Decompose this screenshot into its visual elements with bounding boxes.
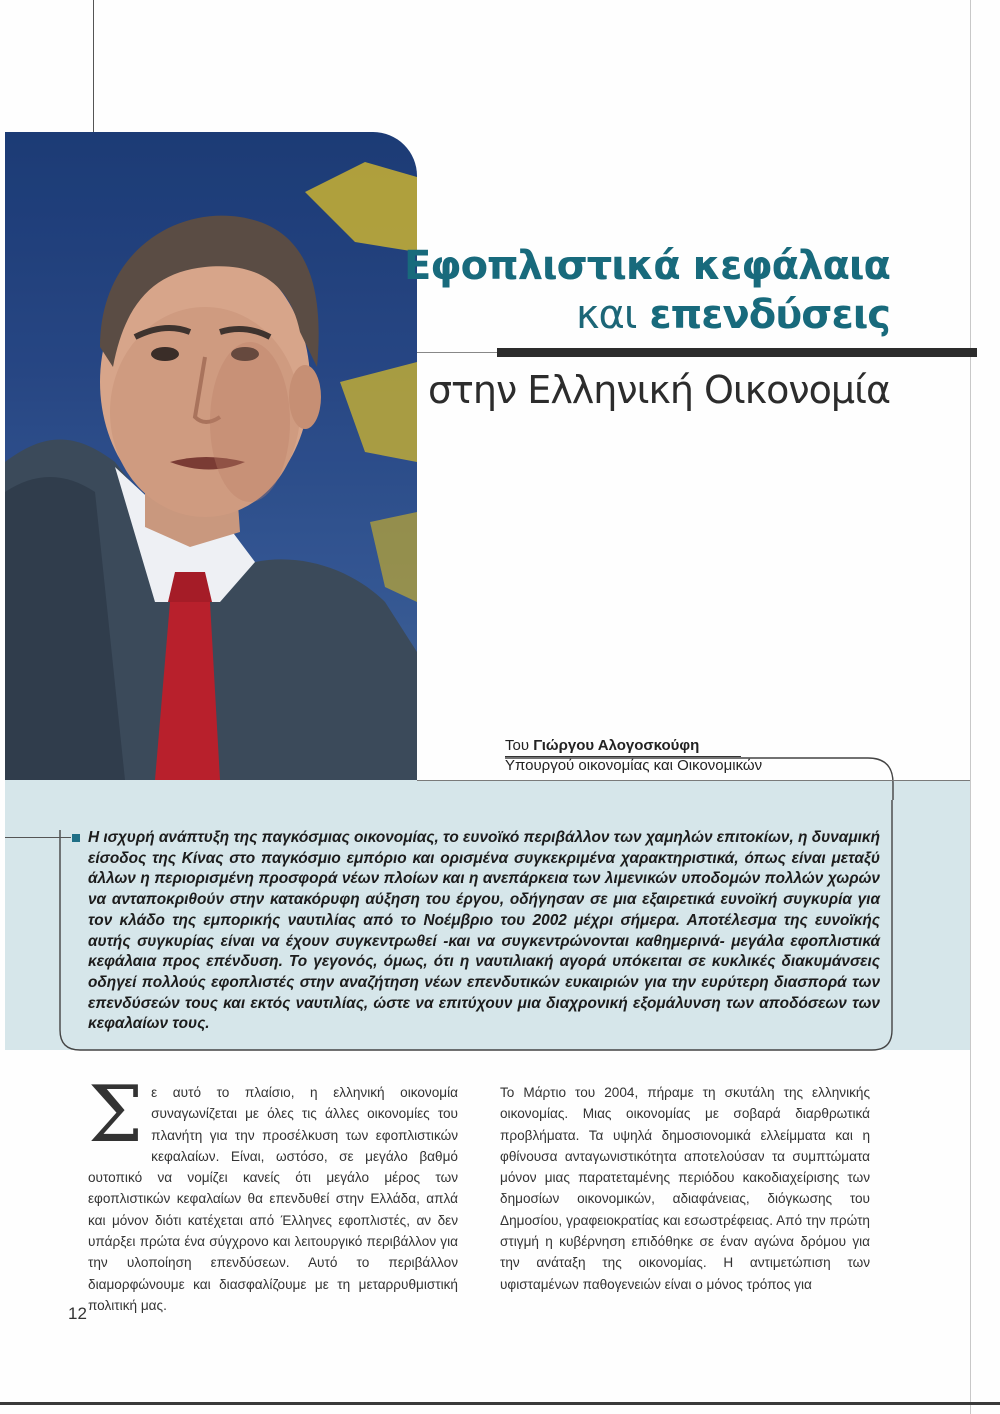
headline-prefix: και <box>575 292 637 338</box>
headline-subtitle: στην Ελληνική Οικονομία <box>427 368 890 412</box>
byline-role: Υπουργού οικονομίας και Οικονομικών <box>505 757 763 774</box>
byline-prefix: Του <box>505 737 530 754</box>
body-column-right: Το Μάρτιο του 2004, πήραμε τη σκυτάλη της ελληνικής οικονομίας. Μιας οικονομίας με σοβαρά διαρθρωτικά προβλήματα. Τα υψηλά δημοσιονομικά ελλείμματα και η φθίνουσα ανταγωνιστικότητα αποτελούσαν τα συμπτώματα μόνον μιας παρατεταμένης περιόδου κακοδιαχείρισης των δημοσίων οικονομικών, αδιαφάνειας, διόγκωσης του Δημοσίου, γραφειοκρατίας και εσωστρέφειας. Από την πρώτη στιγμή η κυβέρνηση επιδόθηκε σε έναν αγώνα δρόμου για την ανάταξη της οικονομίας. Η αντιμετώπιση των υφισταμένων παθογενειών είναι ο μόνος τρόπος για <box>500 1085 870 1292</box>
headline-line-2 <box>576 292 890 338</box>
headline-line-1: Εφοπλιστικά κεφάλαια <box>403 243 890 289</box>
margin-line-top-left <box>93 0 94 132</box>
page-number: 12 <box>68 1304 87 1323</box>
bottom-rule <box>0 1402 1000 1405</box>
drop-cap: Σ <box>88 1070 144 1160</box>
byline-author: Γιώργου Αλογοσκούφη <box>533 737 700 754</box>
intro-square-bullet <box>72 834 80 842</box>
intro-paragraph: Η ισχυρή ανάπτυξη της παγκόσμιας οικονομίας, το ευνοϊκό περιβάλλον των χαμηλών επιτοκίων, η δυναμική είσοδος της Κίνας στο παγκόσμιο εμπόριο και ορισμένα συγκεκριμένα χαρακτηριστικά, όπως είναι μεταξύ άλλων η περιορισμένη προσφορά νέων πλοίων και η ανεπάρκεια των λιμενικών υποδομών πολλών χωρών να ανταποκριθούν στην κατακόρυφη αύξηση του έργου, οδήγησαν σε μια εξαιρετικά ευνοϊκή συγκυρία για τον κλάδο της εμπορικής ναυτιλίας από το Νοέμβριο του 2002 μέχρι σήμερα. Αποτέλεσμα της ευνοϊκής αυτής συγκυρίας είναι να έχουν συγκεντρωθεί -και να συγκεντρώνονται καθημερινά- μεγάλα εφοπλιστικά κεφάλαια προς επένδυση. Το γεγονός, όμως, ότι η ναυτιλιακή αγορά υπόκειται σε κυκλικές διακυμάνσεις οδηγεί πολλούς εφοπλιστές στην αναζήτηση νέων επενδυτικών ευκαιριών για την ευρύτερη διασπορά των επενδύσεών τους και εκτός ναυτιλίας, ώστε να επιτύχουν μια διαχρονική εξομάλυνση των αποδόσεων των κεφαλαίων τους. <box>88 829 880 1033</box>
headline-thick-rule <box>497 348 977 357</box>
page-edge-line <box>970 0 971 1414</box>
intro-lead-line <box>5 837 71 838</box>
author-photo <box>5 132 417 780</box>
body-column-left <box>88 1070 458 1316</box>
body-column-left-text: ε αυτό το πλαίσιο, η ελληνική οικονομία συναγωνίζεται με όλες τις άλλες οικονομίες του πλανήτη για την προσέλκυση των εφοπλιστικών κεφαλαίων. Είναι, ωστόσο, σε μεγάλο βαθμό ουτοπικό να νομίζει κανείς ότι μεγάλο μέρος των εφοπλιστικών κεφαλαίων θα επενδυθεί στην Ελλάδα, απλά και μόνον διότι κατέχεται από Έλληνες εφοπλιστές, αν δεν υπάρξει πρώτα ένα σύγχρονο και λειτουργικό περιβάλλον για την υλοποίηση επενδύσεων. Αυτό το περιβάλλον διαμορφώνουμε και διασφαλίζουμε με τη μεταρρυθμιστική πολιτική μας. <box>88 1085 458 1313</box>
headline-emphasis: επενδύσεις <box>649 292 890 338</box>
author-photo-illustration <box>5 132 417 780</box>
